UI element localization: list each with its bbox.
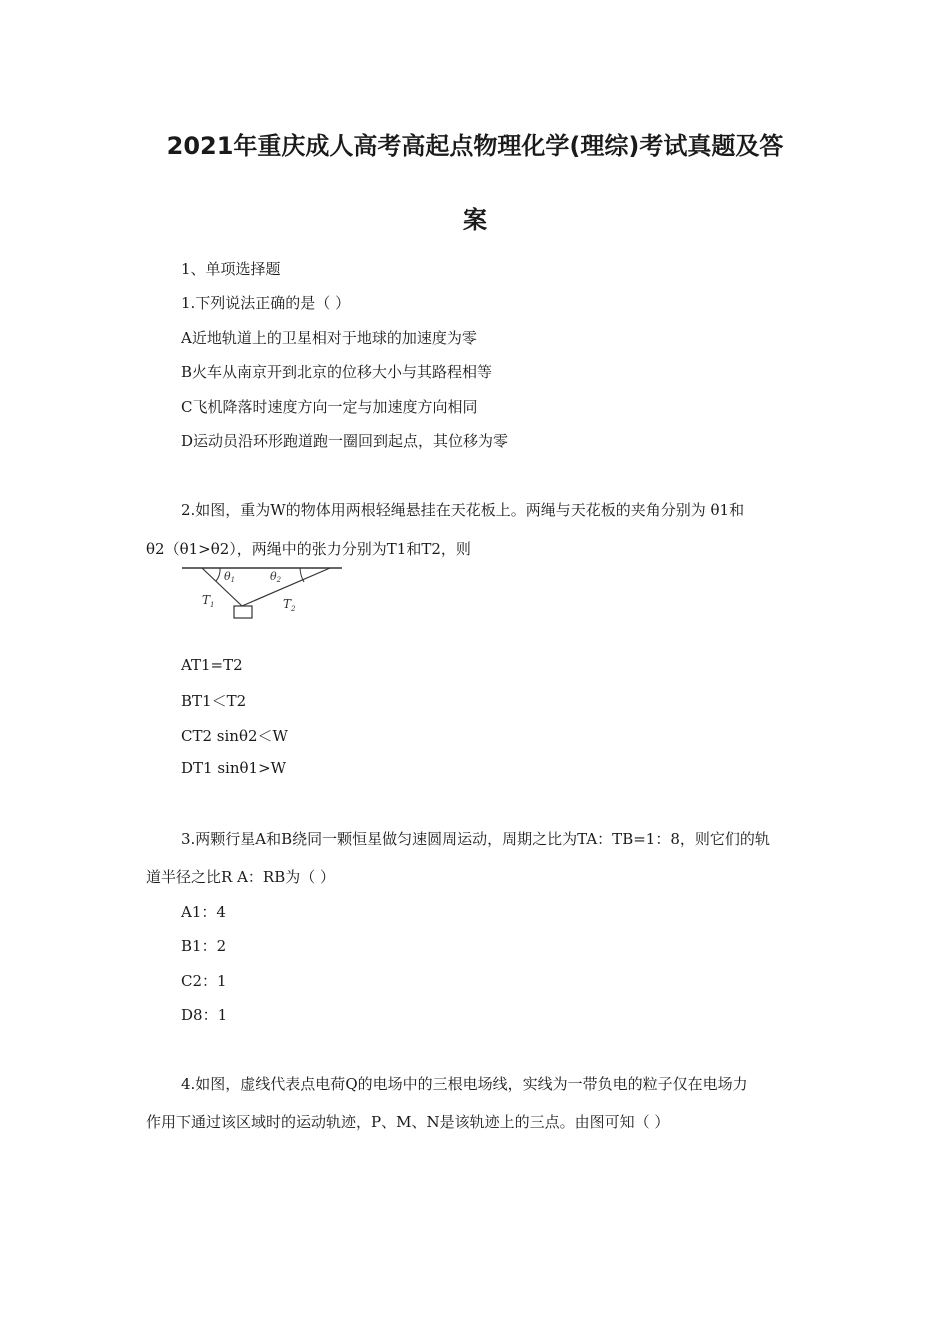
q2-option-b: BT1＜T2 — [181, 692, 247, 710]
q4-stem-line2: 作用下通过该区域时的运动轨迹，P、M、N是该轨迹上的三点。由图可知（ ） — [146, 1113, 670, 1131]
page-title-line1: 2021年重庆成人高考高起点物理化学(理综)考试真题及答 — [166, 132, 784, 160]
label-theta2: θ2 — [270, 570, 282, 584]
q1-option-c: C飞机降落时速度方向一定与加速度方向相同 — [181, 398, 478, 416]
section-heading: 1、单项选择题 — [181, 260, 281, 278]
page-title-line2: 案 — [463, 206, 487, 234]
label-t1: $T_1$ — [202, 593, 215, 609]
q3-option-c: C2：1 — [181, 972, 227, 990]
q3-option-b: B1：2 — [181, 937, 227, 955]
label-t2: $T_2$ — [283, 597, 296, 613]
q2-option-c: CT2 sinθ2＜W — [181, 727, 288, 745]
q2-stem-line1: 2.如图，重为W的物体用两根轻绳悬挂在天花板上。两绳与天花板的夹角分别为 θ1和 — [181, 501, 745, 519]
q2-option-a: AT1=T2 — [181, 656, 243, 674]
angle-arc-theta1 — [216, 568, 220, 581]
q1-option-d: D运动员沿环形跑道跑一圈回到起点，其位移为零 — [181, 432, 509, 450]
weight-box — [234, 606, 252, 618]
q3-stem-line2: 道半径之比R A：RB为（ ） — [146, 868, 335, 886]
label-theta1: θ1 — [224, 570, 236, 584]
q2-figure — [180, 562, 344, 622]
q1-option-b: B火车从南京开到北京的位移大小与其路程相等 — [181, 363, 493, 381]
q1-option-a: A近地轨道上的卫星相对于地球的加速度为零 — [181, 329, 477, 347]
q4-stem-line1: 4.如图，虚线代表点电荷Q的电场中的三根电场线，实线为一带负电的粒子仅在电场力 — [181, 1075, 748, 1093]
q3-option-d: D8：1 — [181, 1006, 228, 1024]
q2-option-d: DT1 sinθ1>W — [181, 759, 287, 777]
q3-option-a: A1：4 — [181, 903, 226, 921]
q3-stem-line1: 3.两颗行星A和B绕同一颗恒星做匀速圆周运动，周期之比为TA：TB=1：8，则它们的轨 — [181, 830, 770, 848]
q1-stem: 1.下列说法正确的是（ ） — [181, 294, 351, 312]
q2-stem-line2: θ2（θ1>θ2），两绳中的张力分别为T1和T2，则 — [146, 540, 471, 558]
